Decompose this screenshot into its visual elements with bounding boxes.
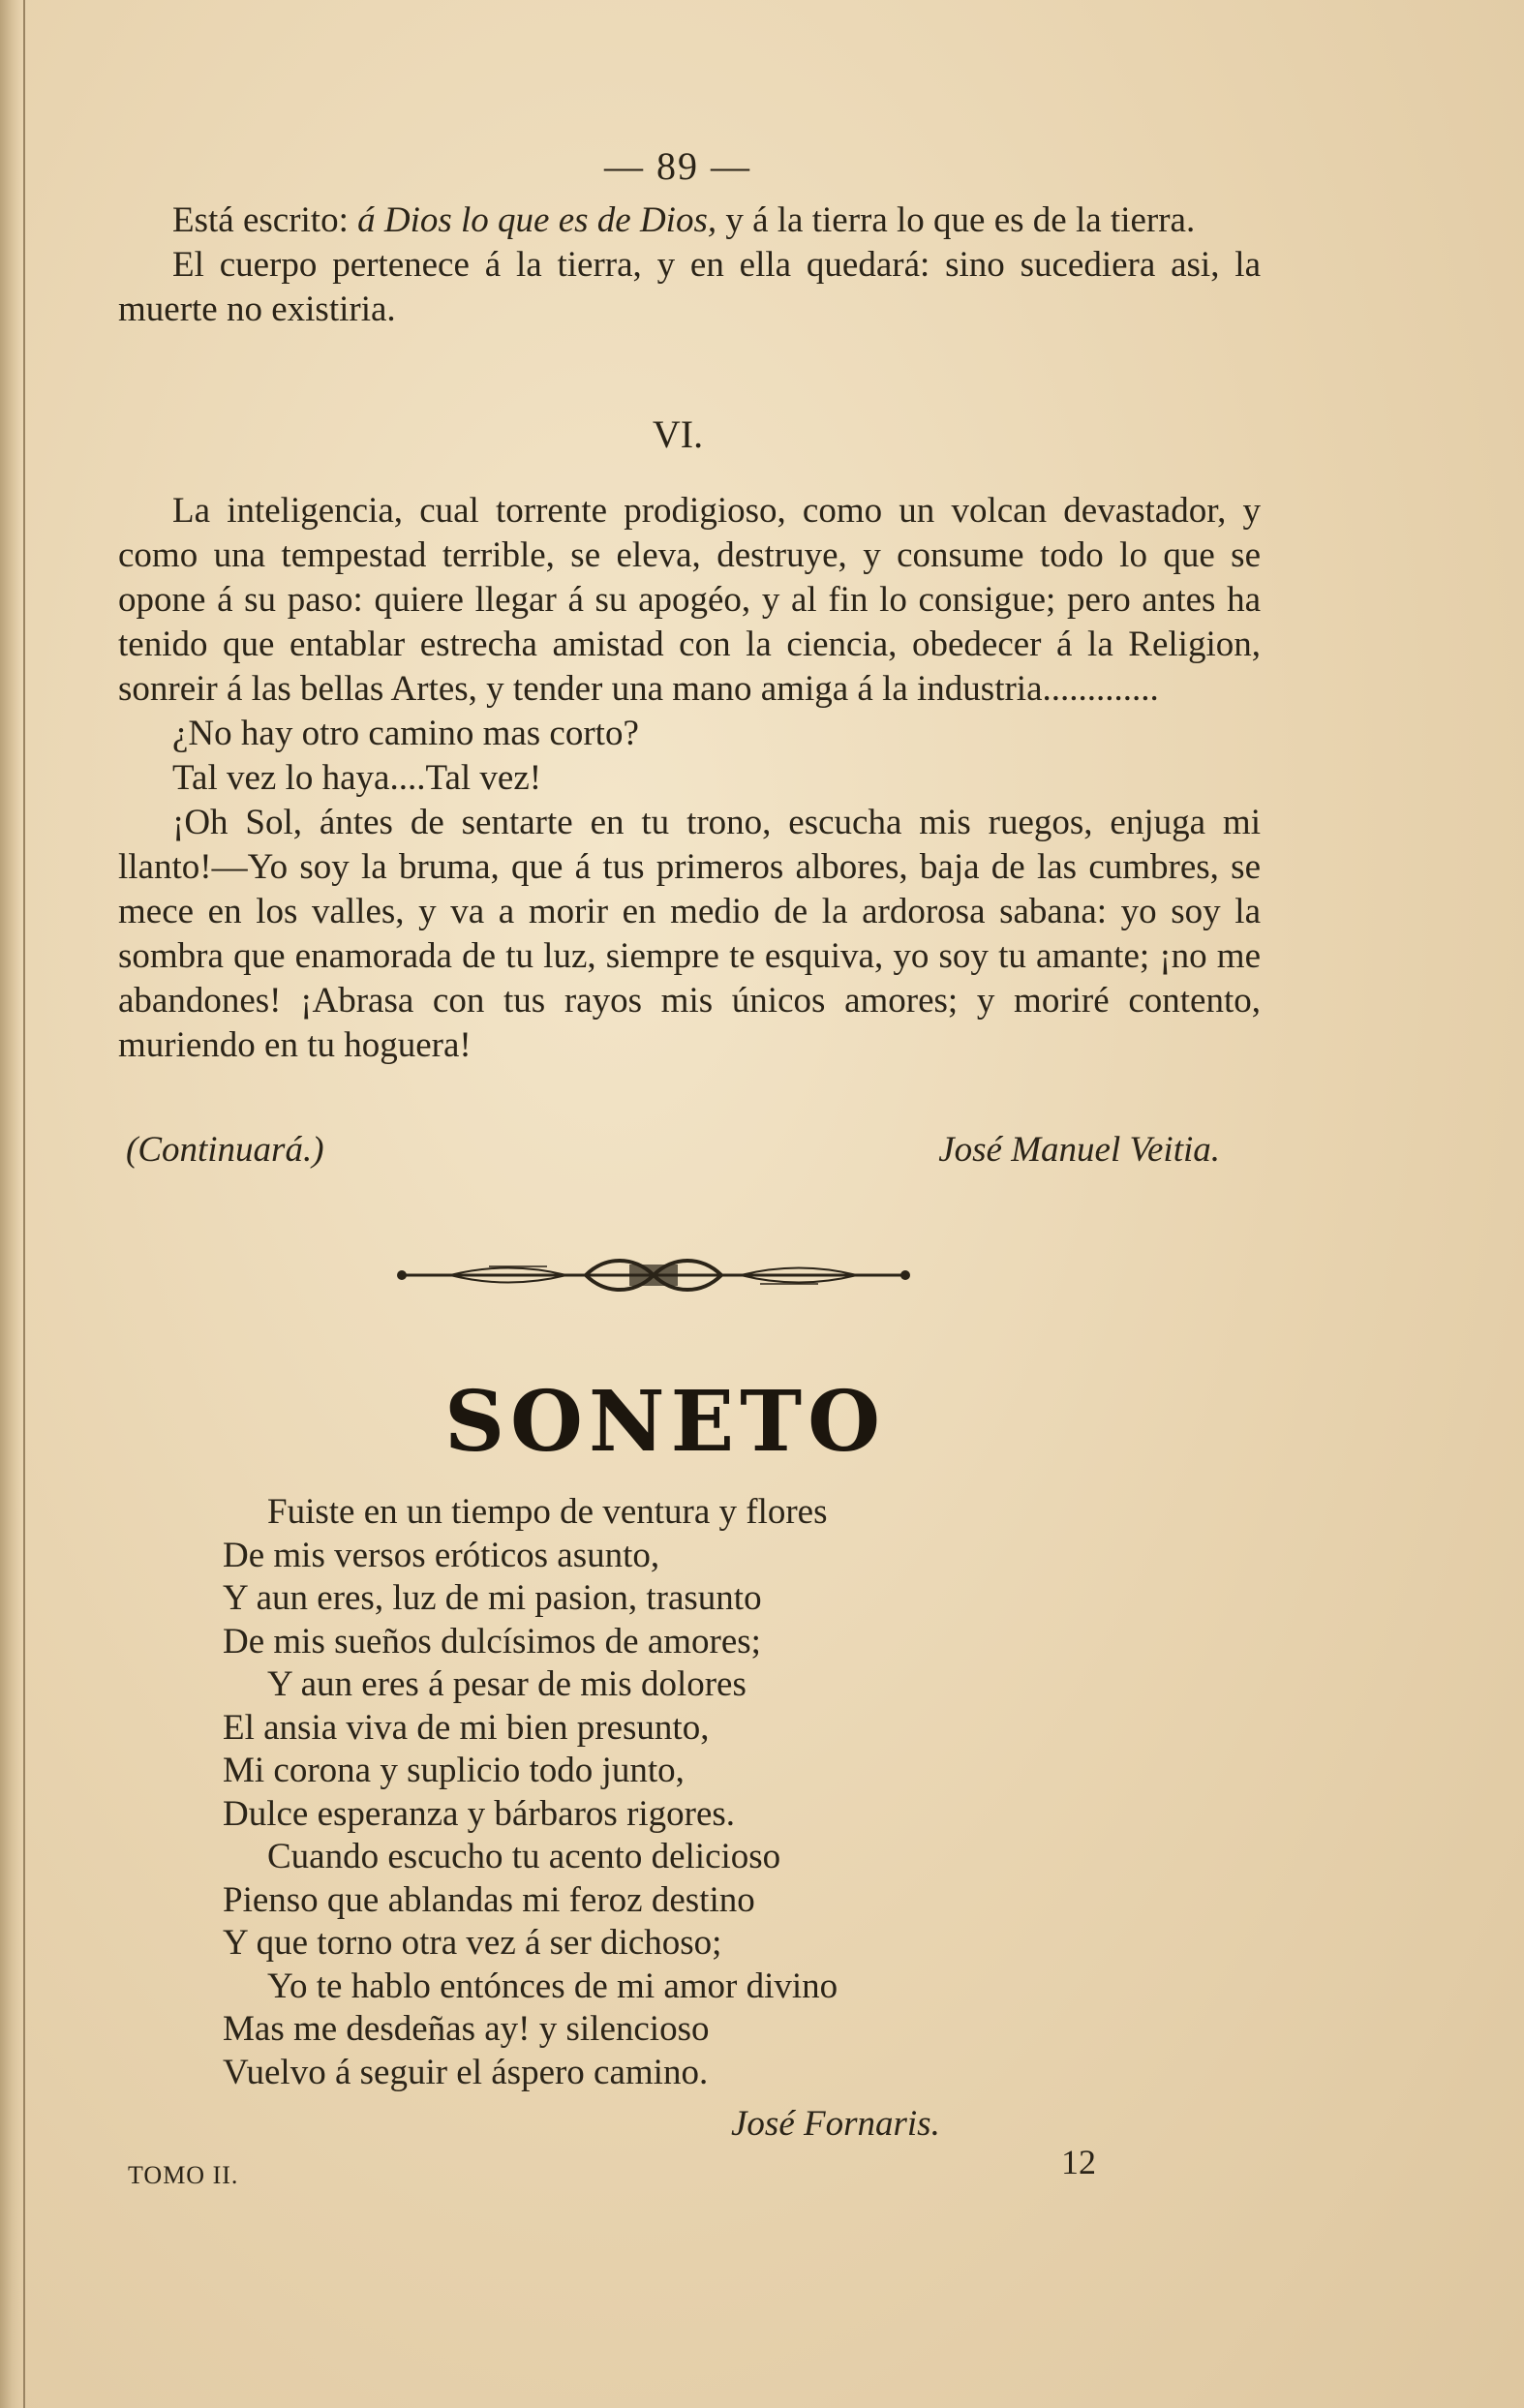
volume-footer: TOMO II. <box>128 2161 239 2189</box>
continuation-note: (Continuará.) <box>126 1130 324 1170</box>
section-vi-paragraph-2: ¿No hay otro camino mas corto? <box>172 714 639 753</box>
poem-line: Cuando escucho tu acento delicioso <box>267 1837 781 1876</box>
poem-line: Dulce esperanza y bárbaros rigores. <box>223 1793 736 1834</box>
intro-line1-italic: á Dios lo que es de Dios, <box>357 200 717 240</box>
poem-line: Yo te hablo entónces de mi amor divino <box>267 1966 838 2006</box>
page-number: — 89 — <box>604 144 751 188</box>
signature-number: 12 <box>1061 2143 1096 2181</box>
section-vi-paragraph-3: Tal vez lo haya....Tal vez! <box>172 758 542 798</box>
author-signature-2: José Fornaris. <box>731 2104 940 2144</box>
poem-line: Mi corona y suplicio todo junto, <box>223 1751 685 1790</box>
page-margin-line <box>23 0 25 2408</box>
ornament-divider <box>392 1251 915 1299</box>
intro-paragraph-1 <box>118 198 1261 243</box>
ornament-divider-icon <box>392 1251 915 1299</box>
poem-line: Fuiste en un tiempo de ventura y flores <box>267 1492 828 1532</box>
section-vi-paragraph-4: ¡Oh Sol, ántes de sentarte en tu trono, escucha mis ruegos, enjuga mi llanto!—Yo soy la bruma, que á tus primeros albores, baja de las cumbres, se mece en los valles, y va a morir en medio de la ardorosa sabana: yo soy la sombra que enamorada de tu luz, siempre te esquiva, yo soy tu amante; ¡no me abandones! ¡Abrasa con tus rayos mis únicos amores; y moriré contento, muriendo en tu hoguera! <box>118 803 1261 1065</box>
poem-line: El ansia viva de mi bien presunto, <box>223 1707 710 1748</box>
signature-line-1 <box>126 1129 1220 1175</box>
section-vi-paragraph-1: La inteligencia, cual torrente prodigioso, como un volcan devastador, y como una tempestad terrible, se eleva, destruye, y consume todo lo que se opone á su paso: quiere llegar á su apogéo, y al fin lo consigue; pero antes ha tenido que entablar estrecha amistad con la ciencia, obedecer á la Religion, sonreir á las bellas Artes, y tender una mano amiga á la industria............. <box>118 491 1261 709</box>
author-signature-1: José Manuel Veitia. <box>938 1130 1220 1170</box>
section-heading: VI. <box>652 412 704 456</box>
poem-line: Pienso que ablandas mi feroz destino <box>223 1879 755 1920</box>
intro-line1-suffix: y á la tierra lo que es de la tierra. <box>716 200 1196 240</box>
poem-line: Vuelvo á seguir el áspero camino. <box>223 2052 709 2092</box>
poem-line: Y aun eres á pesar de mis dolores <box>267 1664 747 1704</box>
page-spine-shadow <box>0 0 21 2408</box>
sonnet-poem <box>223 1491 1094 2094</box>
poem-line: Y aun eres, luz de mi pasion, trasunto <box>223 1578 762 1618</box>
poem-line: Y que torno otra vez á ser dichoso; <box>223 1923 722 1963</box>
poem-line: Mas me desdeñas ay! y silencioso <box>223 2009 710 2049</box>
intro-block <box>118 198 1261 332</box>
intro-line1-prefix: Está escrito: <box>172 200 358 240</box>
section-vi-block <box>118 489 1261 1068</box>
poem-line: De mis versos eróticos asunto, <box>223 1535 660 1575</box>
intro-paragraph-2: El cuerpo pertenece á la tierra, y en ella quedará: sino sucediera asi, la muerte no existiria. <box>118 245 1261 329</box>
sonnet-title: SONETO <box>443 1373 887 1471</box>
poem-line: De mis sueños dulcísimos de amores; <box>223 1621 761 1661</box>
